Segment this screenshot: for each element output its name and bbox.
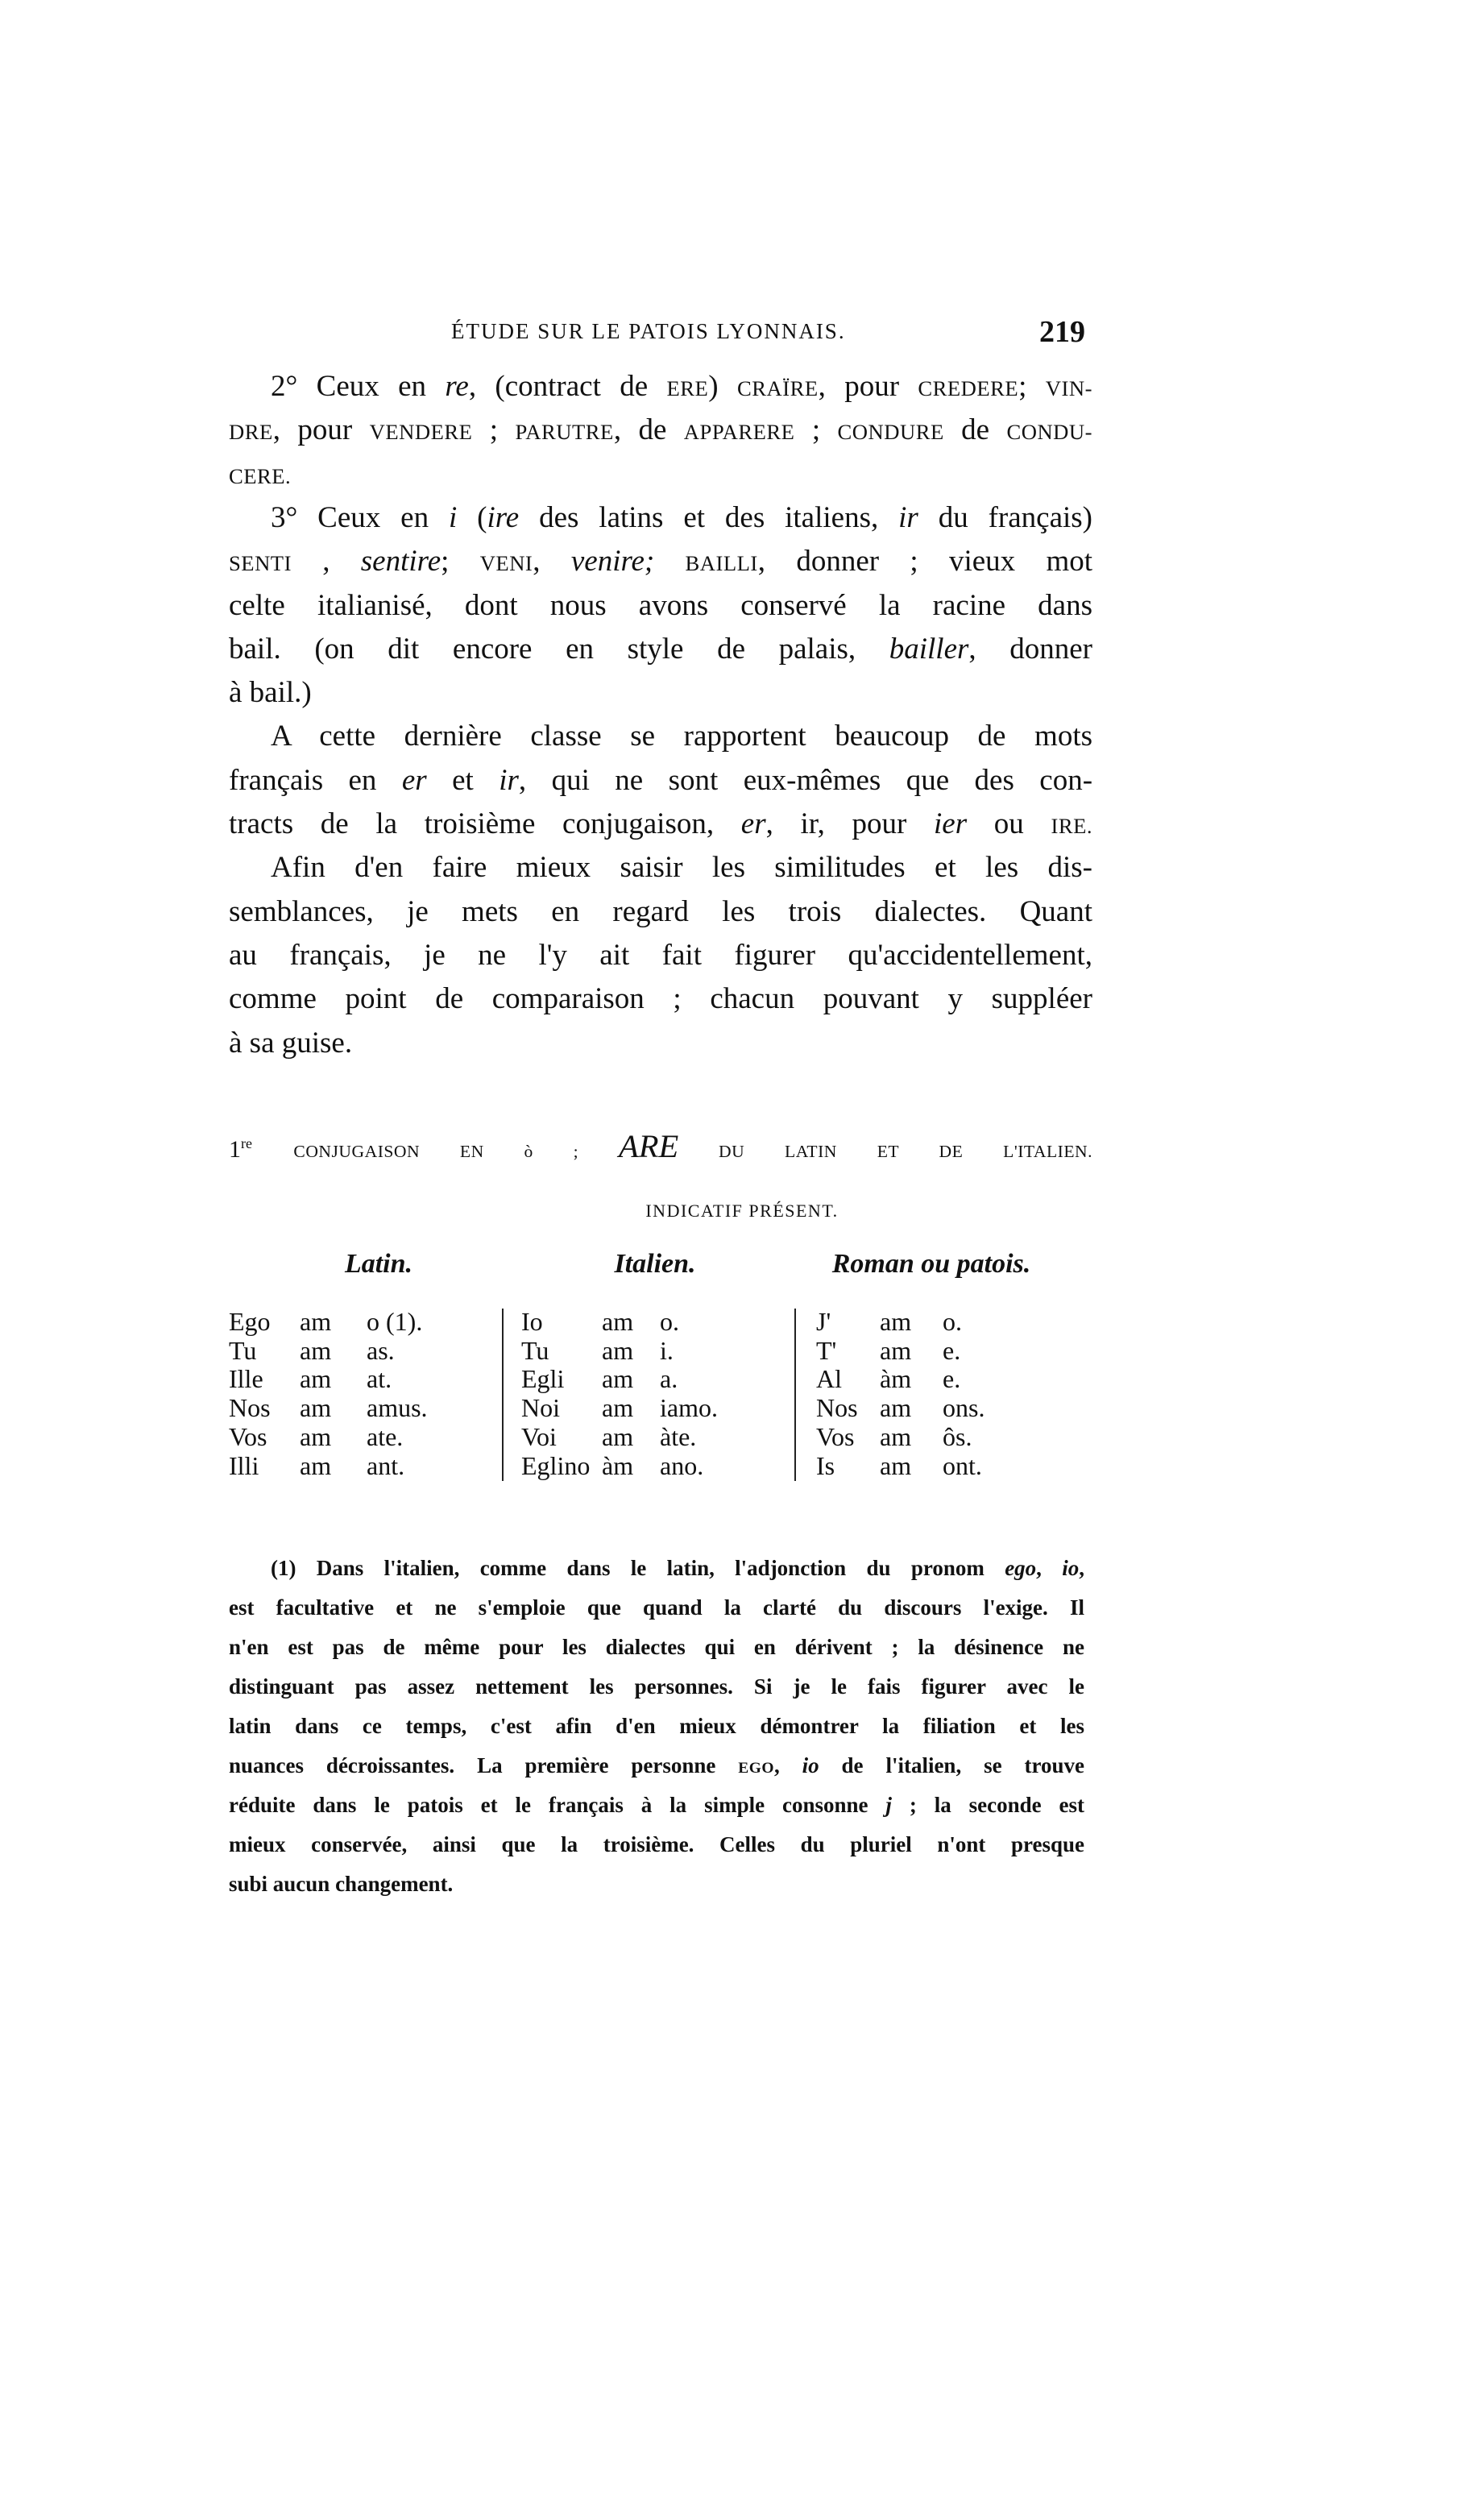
- roman-cell: am: [880, 1335, 912, 1365]
- text-run: au français, je ne l'y ait fait figurer qu'accidentellement,: [229, 938, 1092, 972]
- text-line: [229, 1825, 1084, 1865]
- text-run: subi aucun changement.: [229, 1872, 454, 1896]
- text-run: A cette dernière classe se rapportent beaucoup de mots: [271, 720, 1092, 753]
- latin-cell: as.: [367, 1335, 395, 1365]
- small-caps-text: CONDURE: [837, 420, 944, 445]
- text-run: , (contract de: [468, 370, 667, 403]
- latin-cell: am: [300, 1307, 332, 1336]
- roman-cell: ôs.: [943, 1421, 972, 1451]
- text-run: celte italianisé, dont nous avons conservé la racine dans: [229, 588, 1092, 622]
- small-caps-text: BAILLI: [685, 551, 758, 576]
- page-number: 219: [1039, 315, 1085, 349]
- text-run: , qui ne sont eux-mêmes que des con-: [518, 763, 1093, 797]
- roman-cell: J': [816, 1307, 831, 1336]
- text-line: [229, 977, 1092, 1021]
- italien-cell: am: [602, 1364, 634, 1394]
- text-line: [229, 671, 1092, 715]
- text-run: ): [708, 370, 737, 403]
- small-caps-text: CREDERE: [918, 376, 1019, 400]
- column-header-italien: Italien.: [614, 1249, 696, 1279]
- text-line: [229, 934, 1092, 977]
- italien-cell: Egli: [521, 1364, 565, 1394]
- heading-part2: DU LATIN ET DE L'ITALIEN.: [678, 1142, 1093, 1161]
- roman-cell: Is: [816, 1450, 835, 1480]
- small-caps-text: VIN-: [1045, 376, 1092, 400]
- column-header-roman: Roman ou patois.: [831, 1249, 1031, 1279]
- latin-cell: ant.: [367, 1450, 405, 1480]
- latin-cell: Tu: [229, 1335, 257, 1365]
- small-caps-text: APPARERE: [683, 420, 795, 445]
- text-run: des latins et des italiens,: [519, 500, 899, 534]
- italien-cell: am: [602, 1393, 634, 1423]
- text-run: , pour: [272, 413, 370, 447]
- italic-text: io: [802, 1753, 819, 1777]
- text-line: [229, 1786, 1084, 1825]
- latin-cell: Vos: [229, 1421, 267, 1451]
- text-run: ou: [967, 807, 1051, 840]
- latin-cell: Nos: [229, 1393, 271, 1423]
- italic-text: er: [401, 763, 427, 797]
- text-run: semblances, je mets en regard les trois dialectes. Quant: [229, 894, 1092, 928]
- section-heading: [229, 1123, 1092, 1172]
- text-run: de: [943, 413, 1007, 447]
- text-run: et: [426, 763, 500, 797]
- italien-cell: o.: [660, 1307, 679, 1336]
- italien-cell: Tu: [521, 1335, 549, 1365]
- text-run: 3° Ceux en: [271, 500, 449, 534]
- italien-cell: am: [602, 1307, 634, 1336]
- text-run: (: [457, 500, 487, 534]
- italic-text: re: [445, 370, 469, 403]
- roman-cell: am: [880, 1393, 912, 1423]
- italien-cell: a.: [660, 1364, 678, 1394]
- text-line: [229, 1667, 1084, 1707]
- text-run: ,: [1079, 1556, 1084, 1580]
- text-line: [229, 1022, 1092, 1065]
- small-caps-text: EGO: [738, 1760, 774, 1777]
- text-run: , pour: [818, 370, 918, 403]
- small-caps-text: SENTI: [229, 551, 292, 576]
- roman-cell: o.: [943, 1307, 962, 1336]
- text-line: [229, 715, 1092, 758]
- text-line: [229, 1628, 1084, 1667]
- text-run: nuances décroissantes. La première personne: [229, 1753, 739, 1777]
- heading-part1: CONJUGAISON EN ò ;: [293, 1142, 619, 1161]
- column-header-latin: Latin.: [344, 1249, 413, 1279]
- text-line: [229, 890, 1092, 934]
- text-line: [229, 1865, 1084, 1904]
- roman-cell: ont.: [943, 1450, 982, 1480]
- small-caps-text: CRAÏRE: [736, 376, 819, 400]
- text-run: de l'italien, se trouve: [819, 1753, 1084, 1777]
- roman-cell: am: [880, 1307, 912, 1336]
- text-run: (1) Dans l'italien, comme dans le latin, l'adjonction du pronom: [271, 1556, 1005, 1580]
- text-run: français en: [229, 763, 402, 797]
- latin-cell: at.: [367, 1364, 392, 1394]
- text-run: , de: [613, 413, 684, 447]
- italien-cell: Eglino: [521, 1450, 591, 1480]
- text-run: , donner: [968, 632, 1092, 666]
- roman-cell: Vos: [816, 1421, 855, 1451]
- text-run: ;: [441, 545, 480, 579]
- text-run: à sa guise.: [229, 1026, 353, 1060]
- running-header-title: ÉTUDE SUR LE PATOIS LYONNAIS.: [451, 319, 846, 343]
- italien-cell: Voi: [521, 1421, 557, 1451]
- roman-cell: Al: [816, 1364, 842, 1394]
- text-line: [229, 409, 1092, 452]
- text-line: [229, 365, 1092, 409]
- text-run: à bail.): [229, 676, 312, 710]
- small-caps-text: IRE.: [1051, 814, 1092, 838]
- latin-cell: am: [300, 1421, 332, 1451]
- heading-ordinal: re: [241, 1135, 252, 1151]
- italic-text: ir: [499, 763, 519, 797]
- text-run: réduite dans le patois et le français à la simple consonne: [229, 1793, 886, 1817]
- text-line: [229, 1707, 1084, 1746]
- text-line: [229, 1746, 1084, 1786]
- heading-are: ARE: [618, 1128, 679, 1164]
- italien-cell: Noi: [521, 1393, 560, 1423]
- text-line: [229, 453, 1092, 496]
- latin-cell: Illi: [229, 1450, 259, 1480]
- text-run: 2° Ceux en: [271, 370, 446, 403]
- italic-text: sentire: [360, 545, 441, 579]
- small-caps-text: VENDERE: [369, 420, 473, 445]
- text-run: est facultative et ne s'emploie que quand la clarté du discours l'exige. Il: [229, 1595, 1084, 1620]
- text-run: tracts de la troisième conjugaison,: [229, 807, 741, 840]
- roman-cell: àm: [880, 1364, 912, 1394]
- column-divider: [794, 1309, 796, 1481]
- roman-cell: Nos: [816, 1393, 858, 1423]
- small-caps-text: CONDU-: [1006, 420, 1092, 445]
- italic-text: bailler: [889, 632, 969, 666]
- roman-cell: T': [816, 1335, 837, 1365]
- text-line: [229, 628, 1092, 671]
- italic-text: i: [448, 500, 458, 534]
- text-run: comme point de comparaison ; chacun pouvant y suppléer: [229, 982, 1092, 1016]
- italic-text: venire;: [570, 545, 655, 579]
- small-caps-text: PARUTRE: [515, 420, 614, 445]
- text-run: n'en est pas de même pour les dialectes qui en dérivent ; la désinence ne: [229, 1635, 1084, 1659]
- italic-text: j: [885, 1793, 892, 1817]
- small-caps-text: ERE: [666, 376, 709, 400]
- text-run: latin dans ce temps, c'est afin d'en mieux démontrer la filiation et les: [229, 1714, 1084, 1738]
- text-run: , donner ; vieux mot: [757, 545, 1093, 579]
- latin-cell: Ego: [229, 1307, 271, 1336]
- latin-cell: am: [300, 1393, 332, 1423]
- small-caps-text: VENI: [479, 551, 533, 576]
- italien-cell: i.: [660, 1335, 674, 1365]
- latin-cell: am: [300, 1364, 332, 1394]
- text-line: [229, 803, 1092, 846]
- latin-cell: o (1).: [367, 1307, 423, 1336]
- roman-cell: e.: [943, 1335, 961, 1365]
- italien-cell: iamo.: [660, 1393, 718, 1423]
- text-run: [654, 545, 685, 578]
- heading-number: 1: [229, 1136, 241, 1163]
- text-run: ;: [794, 413, 838, 447]
- text-run: distinguant pas assez nettement les personnes. Si je le fais figurer avec le: [229, 1674, 1084, 1699]
- text-line: [229, 584, 1092, 628]
- text-run: Afin d'en faire mieux saisir les similitudes et les dis-: [271, 851, 1092, 885]
- text-line: [229, 1549, 1084, 1588]
- latin-cell: am: [300, 1450, 332, 1480]
- text-line: [229, 1588, 1084, 1628]
- column-divider: [502, 1309, 504, 1481]
- italic-text: ire: [487, 500, 520, 534]
- italien-cell: Io: [521, 1307, 543, 1336]
- roman-cell: am: [880, 1421, 912, 1451]
- italien-cell: am: [602, 1335, 634, 1365]
- text-run: ,: [773, 1753, 802, 1777]
- roman-cell: ons.: [943, 1393, 985, 1423]
- small-caps-text: CERE.: [229, 463, 292, 488]
- text-run: bail. (on dit encore en style de palais,: [229, 632, 889, 666]
- italien-cell: àte.: [660, 1421, 697, 1451]
- text-run: ,: [291, 545, 361, 579]
- italic-text: io: [1062, 1556, 1080, 1580]
- text-run: du français): [918, 500, 1092, 534]
- text-line: [229, 496, 1092, 540]
- text-run: , ir, pour: [765, 807, 935, 840]
- roman-cell: e.: [943, 1364, 961, 1394]
- italic-text: er: [740, 807, 766, 840]
- text-run: ,: [1036, 1556, 1063, 1580]
- text-line: [229, 846, 1092, 890]
- text-line: [229, 759, 1092, 803]
- text-run: ;: [1018, 370, 1046, 403]
- italic-text: ier: [934, 807, 968, 840]
- text-run: ;: [472, 413, 516, 447]
- latin-cell: am: [300, 1335, 332, 1365]
- latin-cell: amus.: [367, 1393, 428, 1423]
- italien-cell: àm: [602, 1450, 634, 1480]
- text-run: ,: [533, 545, 571, 579]
- italien-cell: ano.: [660, 1450, 704, 1480]
- latin-cell: Ille: [229, 1364, 263, 1394]
- small-caps-text: DRE: [229, 420, 273, 445]
- text-run: ; la seconde est: [891, 1793, 1084, 1817]
- text-line: [229, 540, 1092, 583]
- text-run: mieux conservée, ainsi que la troisième. Celles du pluriel n'ont presque: [229, 1832, 1084, 1856]
- latin-cell: ate.: [367, 1421, 404, 1451]
- italien-cell: am: [602, 1421, 634, 1451]
- italic-text: ego: [1005, 1556, 1037, 1580]
- subheading: INDICATIF PRÉSENT.: [645, 1201, 839, 1221]
- italic-text: ir: [898, 500, 918, 534]
- roman-cell: am: [880, 1450, 912, 1480]
